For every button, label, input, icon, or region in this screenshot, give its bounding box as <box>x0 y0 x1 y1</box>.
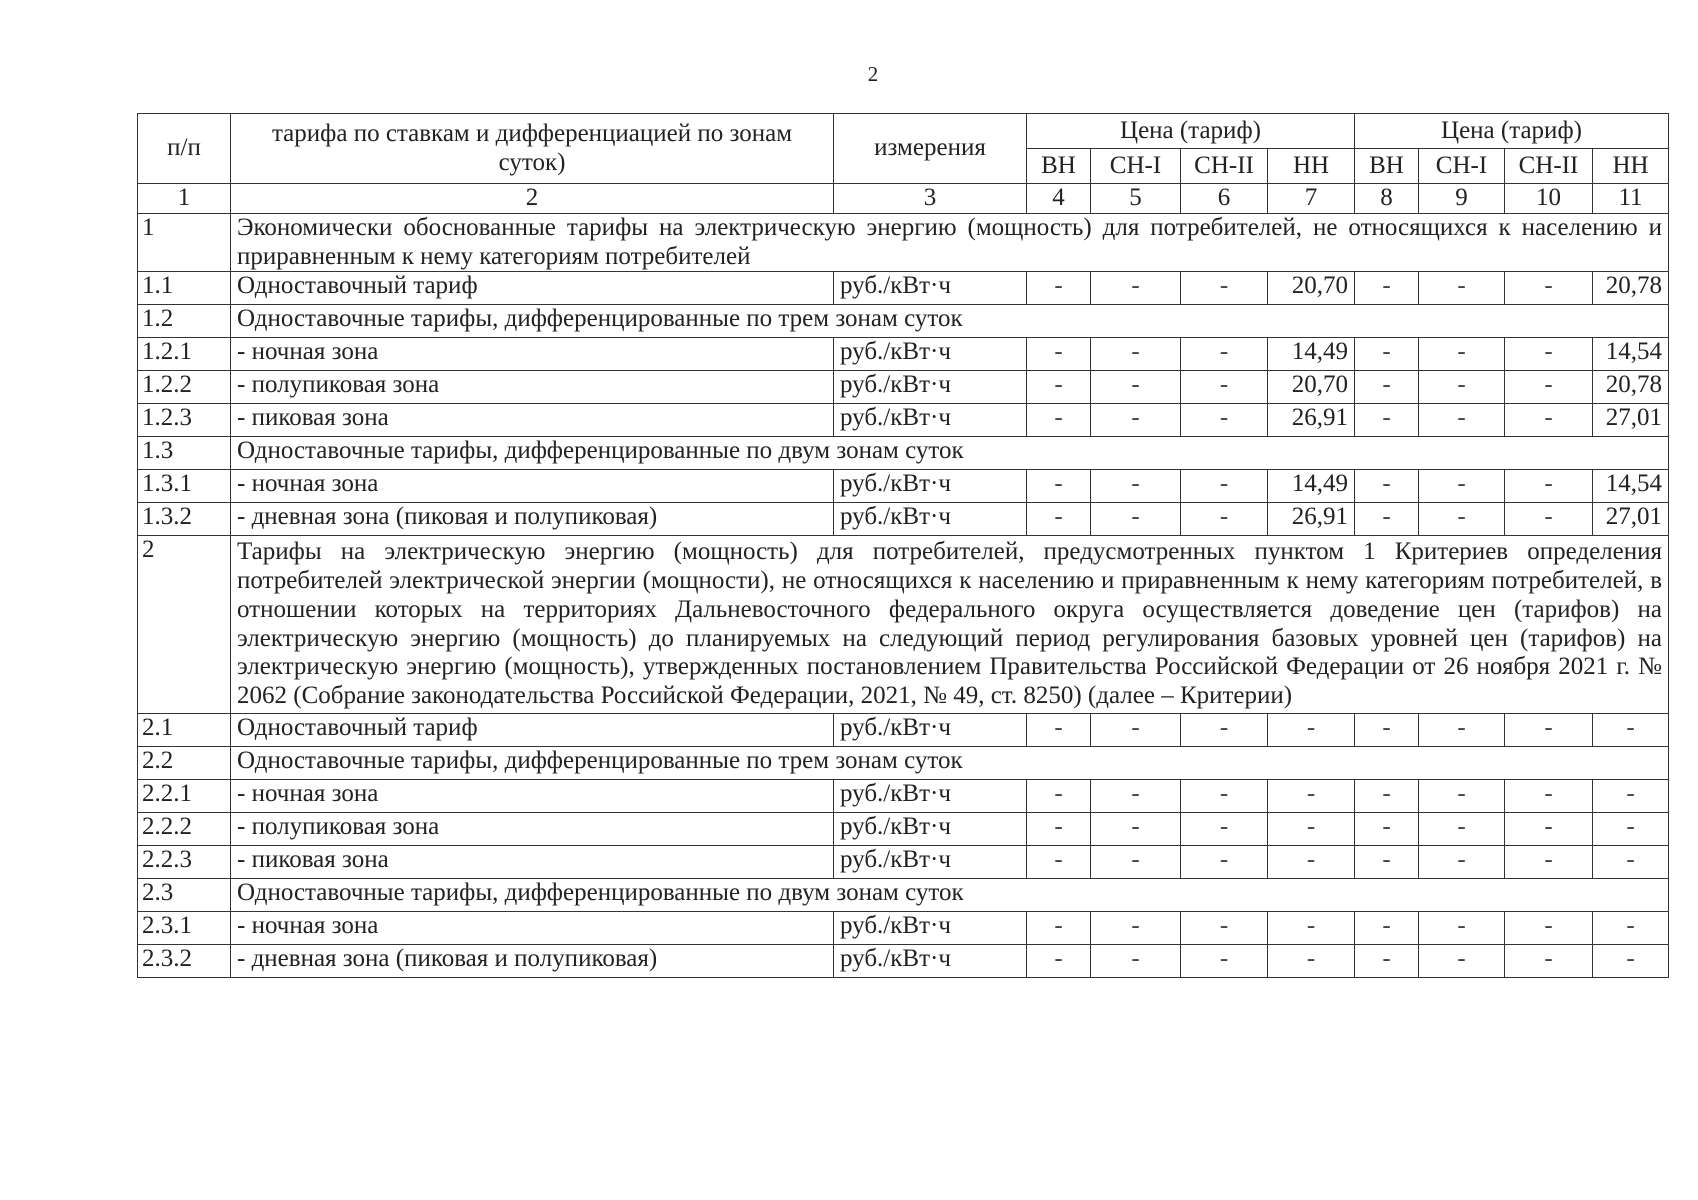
price-cell: - <box>1505 503 1593 536</box>
row-number: 1.3 <box>138 437 231 470</box>
unit: руб./кВт·ч <box>834 812 1027 845</box>
price-cell: - <box>1181 503 1268 536</box>
price-cell: - <box>1181 845 1268 878</box>
price-cell: - <box>1181 713 1268 746</box>
table-body <box>138 213 1669 977</box>
unit: руб./кВт·ч <box>834 338 1027 371</box>
row-number: 2.3.2 <box>138 944 231 977</box>
table-row <box>138 944 1669 977</box>
row-number: 2.2.2 <box>138 812 231 845</box>
tariff-name: - полупиковая зона <box>231 371 834 404</box>
section-row <box>138 437 1669 470</box>
column-number: 5 <box>1091 184 1181 214</box>
price-cell: - <box>1419 845 1505 878</box>
tariff-name: - ночная зона <box>231 779 834 812</box>
price-cell: - <box>1505 944 1593 977</box>
price-cell: 20,78 <box>1593 272 1669 305</box>
header-price-group-2: Цена (тариф) <box>1355 114 1669 149</box>
price-cell: - <box>1593 713 1669 746</box>
price-cell: - <box>1091 713 1181 746</box>
row-number: 2.3.1 <box>138 911 231 944</box>
price-cell: 14,54 <box>1593 470 1669 503</box>
price-cell: - <box>1027 911 1091 944</box>
unit: руб./кВт·ч <box>834 944 1027 977</box>
price-cell: - <box>1091 470 1181 503</box>
price-cell: - <box>1268 812 1355 845</box>
price-cell: - <box>1091 779 1181 812</box>
price-cell: - <box>1355 944 1419 977</box>
header-voltage-level: ВН <box>1027 149 1091 184</box>
price-cell: - <box>1268 779 1355 812</box>
row-number: 2.3 <box>138 878 231 911</box>
section-title: Одноставочные тарифы, дифференцированные по трем зонам суток <box>231 746 1669 779</box>
price-cell: - <box>1419 503 1505 536</box>
table-row <box>138 503 1669 536</box>
row-number: 1.2.3 <box>138 404 231 437</box>
table-row <box>138 404 1669 437</box>
price-cell: - <box>1419 779 1505 812</box>
price-cell: - <box>1505 713 1593 746</box>
price-cell: - <box>1419 470 1505 503</box>
section-row <box>138 213 1669 272</box>
price-cell: - <box>1181 779 1268 812</box>
tariff-name: - ночная зона <box>231 470 834 503</box>
tariff-name: - дневная зона (пиковая и полупиковая) <box>231 503 834 536</box>
price-cell: - <box>1027 404 1091 437</box>
price-cell: - <box>1593 911 1669 944</box>
price-cell: - <box>1091 845 1181 878</box>
price-cell: - <box>1355 338 1419 371</box>
price-cell: - <box>1181 944 1268 977</box>
table-header-row <box>138 114 1669 149</box>
section-title: Одноставочные тарифы, дифференцированные по двум зонам суток <box>231 437 1669 470</box>
row-number: 1.3.1 <box>138 470 231 503</box>
price-cell: - <box>1593 779 1669 812</box>
unit: руб./кВт·ч <box>834 371 1027 404</box>
price-cell: - <box>1419 812 1505 845</box>
price-cell: - <box>1027 272 1091 305</box>
table-row <box>138 845 1669 878</box>
section-row <box>138 746 1669 779</box>
price-cell: - <box>1419 911 1505 944</box>
price-cell: 14,54 <box>1593 338 1669 371</box>
column-number: 4 <box>1027 184 1091 214</box>
price-cell: - <box>1268 845 1355 878</box>
row-number: 2.2 <box>138 746 231 779</box>
header-voltage-level: ВН <box>1355 149 1419 184</box>
row-number: 2.2.1 <box>138 779 231 812</box>
tariff-name: - полупиковая зона <box>231 812 834 845</box>
price-cell: - <box>1027 845 1091 878</box>
unit: руб./кВт·ч <box>834 272 1027 305</box>
header-voltage-level: СН-I <box>1419 149 1505 184</box>
unit: руб./кВт·ч <box>834 779 1027 812</box>
price-cell: - <box>1355 812 1419 845</box>
price-cell: 20,70 <box>1268 371 1355 404</box>
table-row <box>138 272 1669 305</box>
section-row <box>138 305 1669 338</box>
price-cell: - <box>1091 272 1181 305</box>
table-row <box>138 371 1669 404</box>
tariff-name: - ночная зона <box>231 911 834 944</box>
price-cell: - <box>1181 371 1268 404</box>
price-cell: - <box>1419 404 1505 437</box>
price-cell: - <box>1593 944 1669 977</box>
row-number: 2.1 <box>138 713 231 746</box>
price-cell: - <box>1419 272 1505 305</box>
price-cell: - <box>1419 944 1505 977</box>
section-row <box>138 878 1669 911</box>
price-cell: 14,49 <box>1268 338 1355 371</box>
price-cell: - <box>1593 812 1669 845</box>
page-number: 2 <box>867 62 879 86</box>
price-cell: 27,01 <box>1593 404 1669 437</box>
price-cell: - <box>1091 404 1181 437</box>
price-cell: 26,91 <box>1268 503 1355 536</box>
price-cell: 26,91 <box>1268 404 1355 437</box>
table-row <box>138 713 1669 746</box>
price-cell: - <box>1355 845 1419 878</box>
column-number: 3 <box>834 184 1027 214</box>
price-cell: - <box>1355 779 1419 812</box>
header-voltage-level: СН-II <box>1181 149 1268 184</box>
tariff-table <box>137 113 1669 978</box>
price-cell: - <box>1027 371 1091 404</box>
price-cell: - <box>1355 470 1419 503</box>
price-cell: - <box>1419 713 1505 746</box>
unit: руб./кВт·ч <box>834 911 1027 944</box>
section-row <box>138 536 1669 714</box>
unit: руб./кВт·ч <box>834 845 1027 878</box>
price-cell: - <box>1505 845 1593 878</box>
section-title: Одноставочные тарифы, дифференцированные по двум зонам суток <box>231 878 1669 911</box>
price-cell: - <box>1505 272 1593 305</box>
price-cell: 20,78 <box>1593 371 1669 404</box>
price-cell: - <box>1419 338 1505 371</box>
column-number: 6 <box>1181 184 1268 214</box>
price-cell: - <box>1505 404 1593 437</box>
tariff-name: - дневная зона (пиковая и полупиковая) <box>231 944 834 977</box>
price-cell: - <box>1419 371 1505 404</box>
header-voltage-level: СН-II <box>1505 149 1593 184</box>
column-number: 2 <box>231 184 834 214</box>
section-title: Одноставочные тарифы, дифференцированные по трем зонам суток <box>231 305 1669 338</box>
row-number: 2.2.3 <box>138 845 231 878</box>
row-number: 1.1 <box>138 272 231 305</box>
price-cell: - <box>1505 371 1593 404</box>
price-cell: - <box>1505 911 1593 944</box>
price-cell: - <box>1181 911 1268 944</box>
header-voltage-level: СН-I <box>1091 149 1181 184</box>
unit: руб./кВт·ч <box>834 713 1027 746</box>
price-cell: - <box>1355 404 1419 437</box>
price-cell: - <box>1268 713 1355 746</box>
price-cell: - <box>1355 713 1419 746</box>
price-cell: - <box>1355 503 1419 536</box>
header-price-group-1: Цена (тариф) <box>1027 114 1355 149</box>
price-cell: - <box>1027 338 1091 371</box>
price-cell: - <box>1181 470 1268 503</box>
column-number-row <box>138 184 1669 214</box>
price-cell: - <box>1027 503 1091 536</box>
header-name: тарифа по ставкам и дифференциацией по зонам суток) <box>231 114 834 184</box>
price-cell: - <box>1091 944 1181 977</box>
price-cell: - <box>1593 845 1669 878</box>
row-number: 1.3.2 <box>138 503 231 536</box>
price-cell: - <box>1027 779 1091 812</box>
price-cell: 14,49 <box>1268 470 1355 503</box>
column-number: 7 <box>1268 184 1355 214</box>
table-row <box>138 470 1669 503</box>
row-number: 2 <box>138 536 231 714</box>
price-cell: - <box>1355 911 1419 944</box>
unit: руб./кВт·ч <box>834 404 1027 437</box>
price-cell: - <box>1268 944 1355 977</box>
price-cell: - <box>1505 338 1593 371</box>
row-number: 1.2 <box>138 305 231 338</box>
column-number: 8 <box>1355 184 1419 214</box>
tariff-name: - пиковая зона <box>231 845 834 878</box>
price-cell: - <box>1027 944 1091 977</box>
table-row <box>138 911 1669 944</box>
header-voltage-level: НН <box>1593 149 1669 184</box>
row-number: 1.2.2 <box>138 371 231 404</box>
price-cell: - <box>1027 470 1091 503</box>
price-cell: - <box>1505 779 1593 812</box>
price-cell: - <box>1505 470 1593 503</box>
price-cell: - <box>1091 338 1181 371</box>
header-voltage-level: НН <box>1268 149 1355 184</box>
table-row <box>138 812 1669 845</box>
table-row <box>138 338 1669 371</box>
tariff-name: - ночная зона <box>231 338 834 371</box>
column-number: 11 <box>1593 184 1669 214</box>
header-unit: измерения <box>834 114 1027 184</box>
column-number: 9 <box>1419 184 1505 214</box>
tariff-name: Одноставочный тариф <box>231 272 834 305</box>
row-number: 1 <box>138 213 231 272</box>
price-cell: - <box>1181 404 1268 437</box>
tariff-name: Одноставочный тариф <box>231 713 834 746</box>
price-cell: 20,70 <box>1268 272 1355 305</box>
price-cell: 27,01 <box>1593 503 1669 536</box>
price-cell: - <box>1091 503 1181 536</box>
price-cell: - <box>1355 371 1419 404</box>
header-pp: п/п <box>138 114 231 184</box>
price-cell: - <box>1027 812 1091 845</box>
column-number: 10 <box>1505 184 1593 214</box>
table-row <box>138 779 1669 812</box>
unit: руб./кВт·ч <box>834 470 1027 503</box>
price-cell: - <box>1268 911 1355 944</box>
price-cell: - <box>1181 812 1268 845</box>
price-cell: - <box>1091 371 1181 404</box>
tariff-name: - пиковая зона <box>231 404 834 437</box>
section-title: Тарифы на электрическую энергию (мощность) для потребителей, предусмотренных пунктом 1 Критериев определения потребителей электрической энергии (мощности), не относящихся к населению и приравненным к нему категориям потребителей, в отношении которых на территориях Дальневосточного федерального округа осуществляется доведение цен (тарифов) на электрическую энергию (мощность) до планируемых на следующий период регулирования базовых уровней цен (тарифов) на электрическую энергию (мощность), утвержденных постановлением Правительства Российской Федерации от 26 ноября 2021 г. № 2062 (Собрание законодательства Российской Федерации, 2021, № 49, ст. 8250) (далее – Критерии) <box>231 536 1669 714</box>
price-cell: - <box>1091 812 1181 845</box>
price-cell: - <box>1355 272 1419 305</box>
unit: руб./кВт·ч <box>834 503 1027 536</box>
price-cell: - <box>1091 911 1181 944</box>
row-number: 1.2.1 <box>138 338 231 371</box>
price-cell: - <box>1181 338 1268 371</box>
price-cell: - <box>1027 713 1091 746</box>
price-cell: - <box>1505 812 1593 845</box>
column-number: 1 <box>138 184 231 214</box>
section-title: Экономически обоснованные тарифы на электрическую энергию (мощность) для потребителей, не относящихся к населению и приравненным к нему категориям потребителей <box>231 213 1669 272</box>
price-cell: - <box>1181 272 1268 305</box>
